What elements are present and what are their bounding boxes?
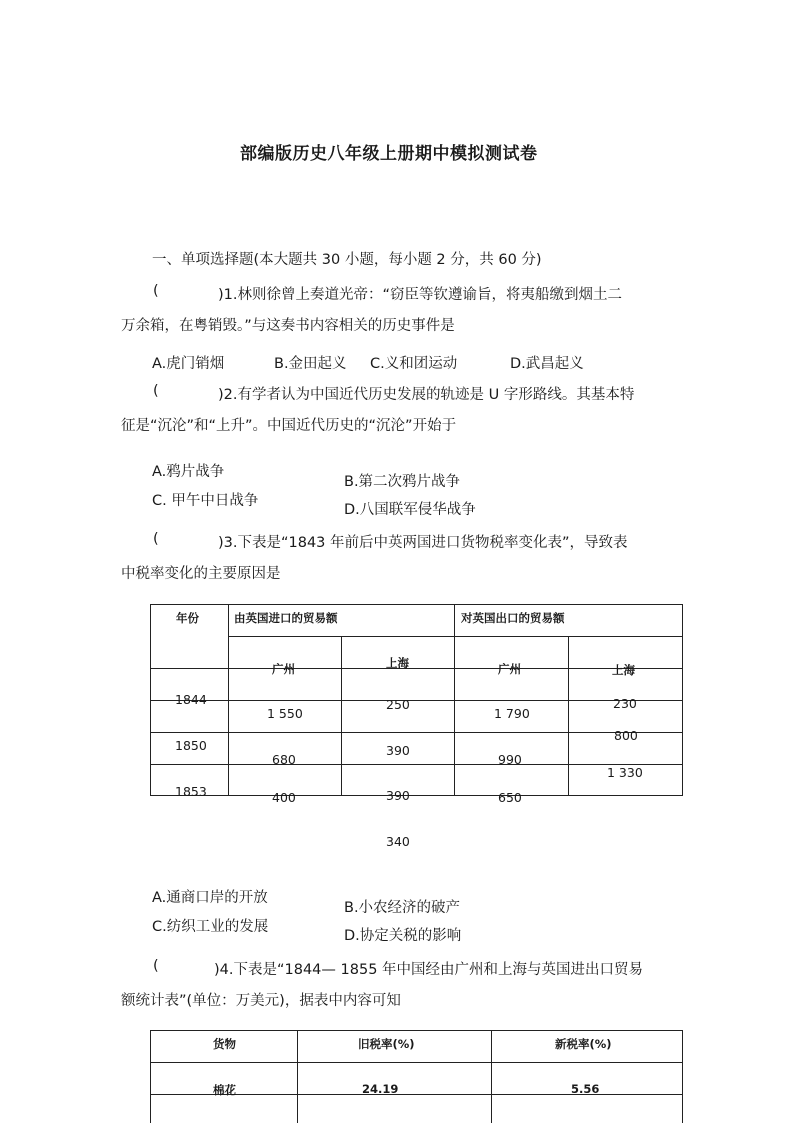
value-cell: 390: [386, 788, 410, 803]
question-text-line: 额统计表”(单位：万美元)，据表中内容可知: [121, 993, 401, 1009]
option-d: D.武昌起义: [510, 356, 584, 372]
option-a: A.通商口岸的开放: [152, 890, 268, 906]
header-import: 由英国进口的贸易额: [234, 611, 338, 625]
header-guangzhou-import: 广州: [272, 662, 295, 676]
old-rate-cell: 24.19: [362, 1082, 399, 1096]
option-d: D.八国联军侵华战争: [344, 502, 476, 518]
value-cell: 230: [613, 696, 637, 711]
header-export: 对英国出口的贸易额: [461, 611, 565, 625]
table-border: [150, 604, 683, 605]
table-border: [150, 668, 683, 669]
table-border: [150, 764, 683, 765]
year-cell: 1850: [175, 738, 207, 753]
option-c: C.纺织工业的发展: [152, 919, 269, 935]
new-rate-cell: 5.56: [571, 1082, 600, 1096]
table-border: [150, 1030, 151, 1123]
question-text-line: 中税率变化的主要原因是: [121, 566, 281, 582]
header-old-rate: 旧税率(%): [358, 1037, 415, 1051]
option-a: A.虎门销烟: [152, 356, 225, 372]
table-border: [341, 636, 342, 796]
answer-paren-open: (: [153, 283, 159, 299]
answer-paren-open: (: [153, 383, 159, 399]
value-cell: 650: [498, 790, 522, 805]
header-new-rate: 新税率(%): [555, 1037, 612, 1051]
year-cell: 1853: [175, 784, 207, 799]
goods-cell: 棉花: [213, 1083, 236, 1097]
header-shanghai-import: 上海: [386, 656, 409, 670]
section-heading: 一、单项选择题(本大题共 30 小题，每小题 2 分，共 60 分): [152, 252, 542, 268]
header-shanghai-export: 上海: [612, 663, 635, 677]
value-cell: 990: [498, 752, 522, 767]
table-border: [150, 700, 683, 701]
answer-paren-open: (: [153, 958, 159, 974]
question-text-line: )2.有学者认为中国近代历史发展的轨迹是 U 字形路线。其基本特: [218, 387, 635, 403]
table-border: [568, 636, 569, 796]
table-border: [491, 1030, 492, 1123]
option-c: C.义和团运动: [370, 356, 458, 372]
table-border: [228, 636, 683, 637]
value-cell: 680: [272, 752, 296, 767]
table-border: [150, 1030, 683, 1031]
option-d: D.协定关税的影响: [344, 928, 462, 944]
value-cell: 250: [386, 697, 410, 712]
question-text-line: 征是“沉沦”和“上升”。中国近代历史的“沉沦”开始于: [121, 418, 457, 434]
question-text-line: 万余箱，在粤销毁。”与这奏书内容相关的历史事件是: [121, 318, 455, 334]
table-border: [682, 1030, 683, 1123]
value-cell: 400: [272, 790, 296, 805]
page-title: 部编版历史八年级上册期中模拟测试卷: [240, 144, 538, 164]
question-text-line: )3.下表是“1843 年前后中英两国进口货物税率变化表”，导致表: [218, 535, 628, 551]
option-a: A.鸦片战争: [152, 464, 225, 480]
header-year: 年份: [176, 611, 199, 625]
value-cell: 1 790: [494, 706, 530, 721]
question-text-line: )1.林则徐曾上奏道光帝：“窃臣等钦遵谕旨，将夷船缴到烟土二: [218, 287, 623, 303]
overflow-value: 340: [386, 834, 410, 849]
option-b: B.第二次鸦片战争: [344, 474, 461, 490]
header-goods: 货物: [213, 1037, 236, 1051]
year-cell: 1844: [175, 692, 207, 707]
value-cell: 1 330: [607, 765, 643, 780]
value-cell: 800: [614, 728, 638, 743]
option-b: B.金田起义: [274, 356, 347, 372]
value-cell: 1 550: [267, 706, 303, 721]
value-cell: 390: [386, 743, 410, 758]
table-border: [297, 1030, 298, 1123]
header-guangzhou-export: 广州: [498, 662, 521, 676]
answer-paren-open: (: [153, 531, 159, 547]
table-border: [150, 1062, 683, 1063]
option-b: B.小农经济的破产: [344, 900, 461, 916]
question-text-line: )4.下表是“1844— 1855 年中国经由广州和上海与英国进出口贸易: [214, 962, 644, 978]
table-border: [150, 732, 683, 733]
option-c: C. 甲午中日战争: [152, 493, 259, 509]
